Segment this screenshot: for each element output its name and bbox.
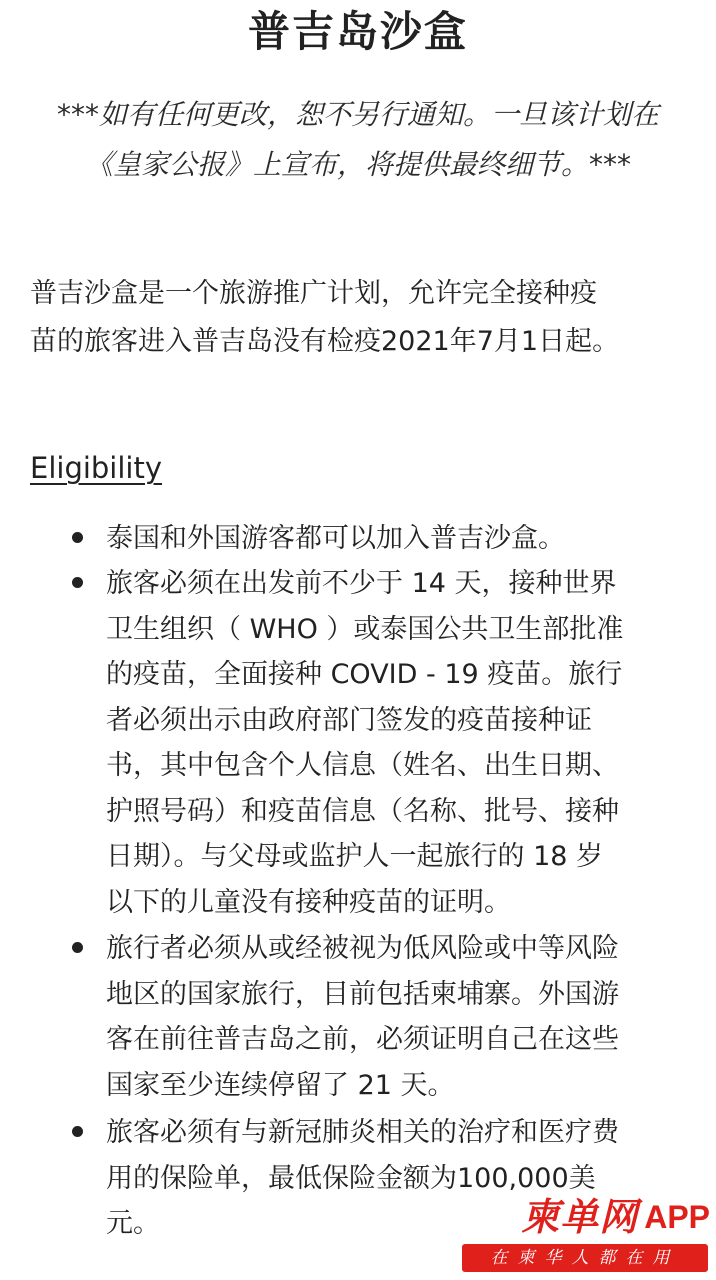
watermark-app-label: APP [644, 1199, 710, 1235]
list-item-line: 泰国和外国游客都可以加入普吉沙盒。 [106, 523, 565, 554]
list-item-line: 卫生组织（ WHO ）或泰国公共卫生部批准 [106, 613, 624, 645]
list-item-line: 书，其中包含个人信息（姓名、出生日期、 [106, 750, 619, 781]
brand-watermark [456, 1194, 712, 1276]
list-item-line: 国家至少连续停留了 21 天。 [106, 1069, 455, 1101]
list-item-line: 日期）。与父母或监护人一起旅行的 18 岁 [106, 841, 604, 872]
list-item-line: 旅客必须在出发前不少于 14 天，接种世界 [106, 568, 617, 599]
list-item [106, 926, 694, 1108]
notice-line-2: 《皇家公报》上宣布，将提供最终细节。*** [84, 148, 631, 181]
eligibility-heading: Eligibility [30, 451, 163, 485]
list-item-line: 地区的国家旅行，目前包括柬埔寨。外国游 [106, 978, 619, 1010]
watermark-logo [521, 1194, 710, 1240]
list-item-line: 元。 [106, 1208, 160, 1239]
bullet-icon [72, 1126, 83, 1137]
intro-line-2: 苗的旅客进入普吉岛没有检疫2021年7月1日起。 [30, 326, 620, 357]
disclaimer-notice [20, 90, 696, 190]
bullet-icon [72, 942, 83, 953]
list-item-line: 旅客必须有与新冠肺炎相关的治疗和医疗费 [106, 1117, 619, 1148]
bullet-icon [72, 577, 83, 588]
bullet-icon [72, 532, 83, 543]
list-item-line: 用的保险单，最低保险金额为100,000美 [106, 1162, 596, 1194]
list-item-line: 的疫苗，全面接种 COVID - 19 疫苗。旅行 [106, 659, 623, 690]
list-item-line: 以下的儿童没有接种疫苗的证明。 [106, 886, 511, 918]
list-item [106, 561, 694, 925]
notice-line-1: ***如有任何更改，恕不另行通知。一旦该计划在 [56, 98, 659, 131]
intro-line-1: 普吉沙盒是一个旅游推广计划，允许完全接种疫 [30, 278, 597, 309]
watermark-slogan: 在柬华人都在用 [462, 1244, 708, 1272]
list-item-line: 客在前往普吉岛之前，必须证明自己在这些 [106, 1024, 619, 1055]
page-title: 普吉岛沙盒 [247, 7, 468, 56]
watermark-brand-name: 柬单网 [521, 1195, 639, 1239]
list-item-line: 护照号码）和疫苗信息（名称、批号、接种 [106, 795, 619, 827]
list-item [106, 516, 694, 562]
list-item-line: 旅行者必须从或经被视为低风险或中等风险 [106, 933, 619, 964]
intro-paragraph [30, 270, 690, 366]
list-item-line: 者必须出示由政府部门签发的疫苗接种证 [106, 704, 592, 736]
